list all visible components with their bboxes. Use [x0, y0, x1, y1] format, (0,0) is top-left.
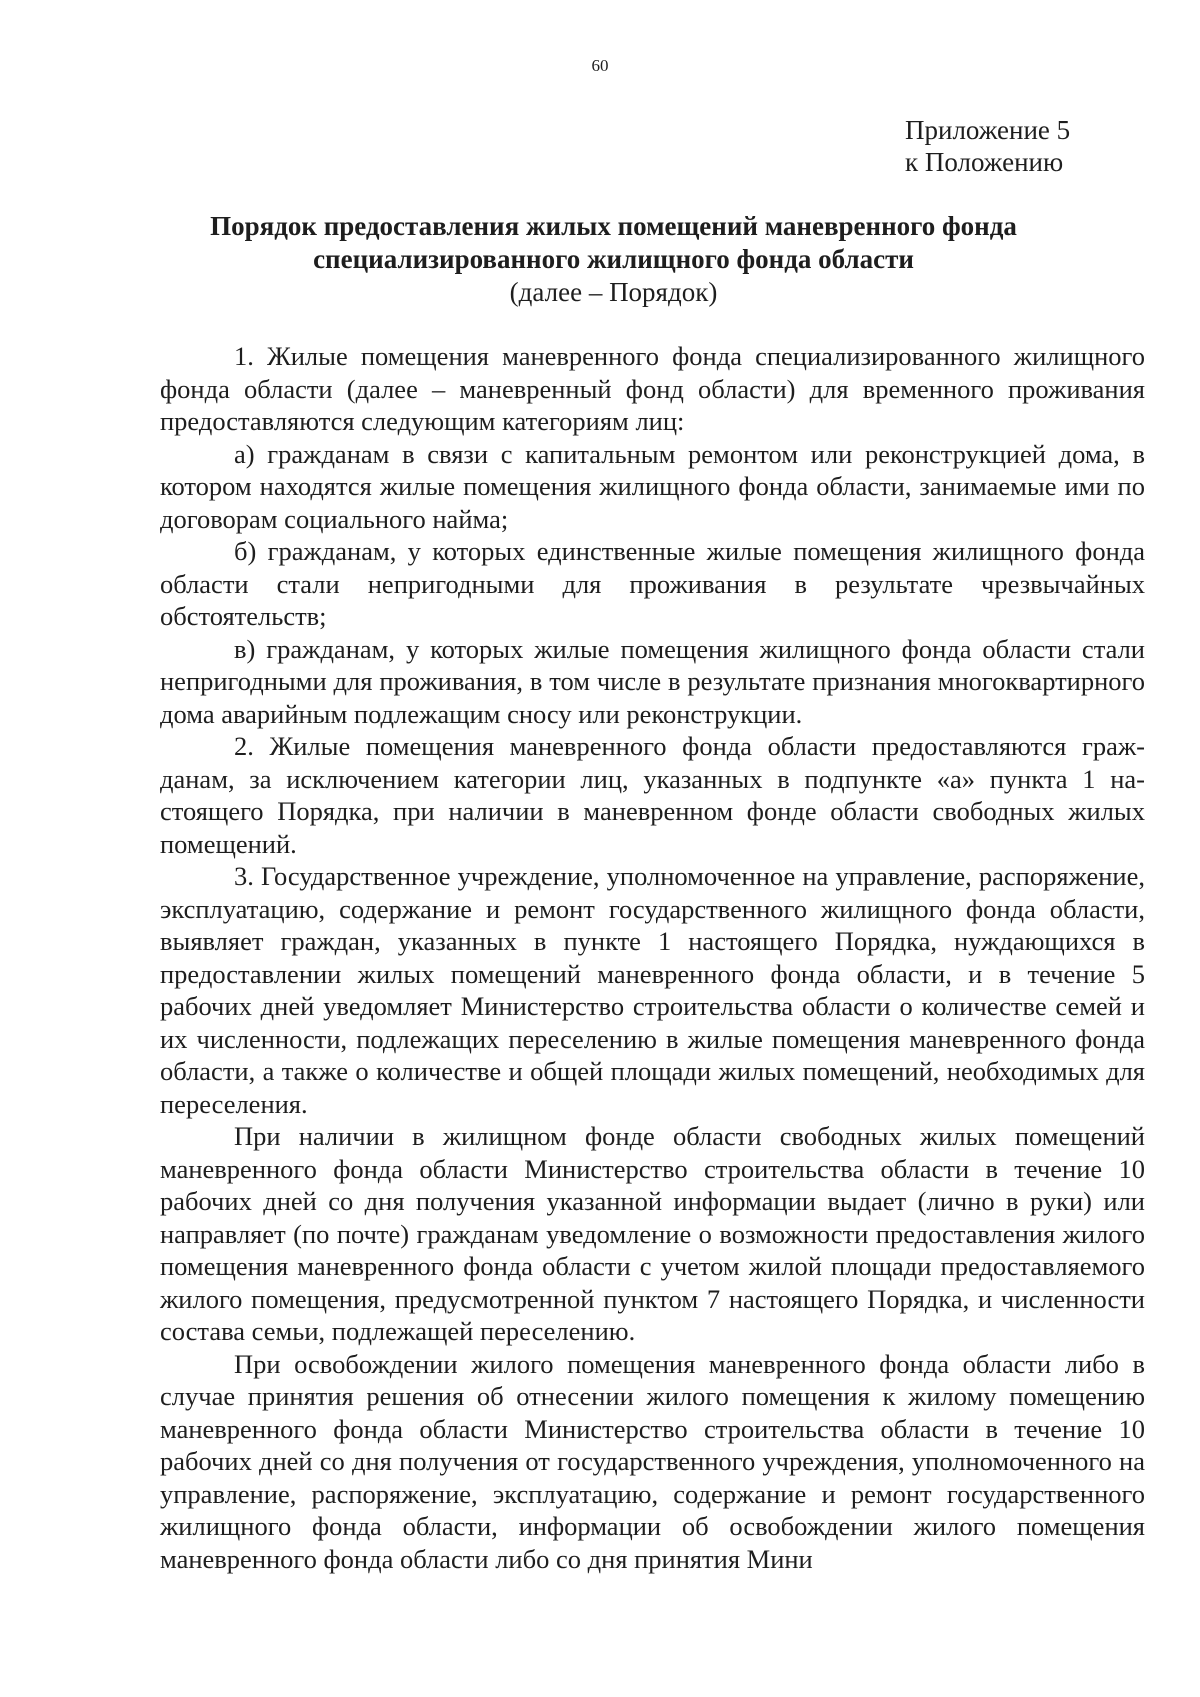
- paragraph-2: 2. Жилые помещения маневренного фонда области предоставляются гражданам, за исключением категории лиц, указанных в подпункте «а» пункта 1 настоящего Порядка, при наличии в маневренном фонде области свободных жилых помещений.: [160, 731, 1145, 859]
- page-number: 60: [591, 56, 609, 75]
- paragraph-1b: б) гражданам, у которых единственные жилые помещения жилищного фонда области стали непригодными для проживания в результате чрезвычайных обстоятельств;: [160, 536, 1145, 631]
- appendix-line-2: к Положению: [905, 147, 1064, 177]
- document-body: [160, 340, 1145, 1575]
- paragraph-3: 3. Государственное учреждение, уполномоченное на управление, распоряжение, эксплуатацию, содержание и ремонт государственного жилищного фонда области, выявляет граждан, указанных в пункте 1 настоящего Порядка, нуждающихся в предоставлении жилых помещений маневренного фонда области, и в течение 5 рабочих дней уведомляет Министерство строительства области о количестве семей и их численности, подлежащих переселению в жилые помещения маневренного фонда области, а также о количестве и общей площади жилых помещений, необходимых для переселения.: [160, 861, 1145, 1119]
- title-subline: (далее – Порядок): [509, 277, 718, 307]
- title-line-1: Порядок предоставления жилых помещений маневренного фонда: [210, 211, 1017, 241]
- appendix-header: [905, 114, 1070, 178]
- document-title: [160, 210, 1067, 309]
- paragraph-3-cont-1: При наличии в жилищном фонде области свободных жилых помещений маневренного фонда области Министерство строительства области в течение 10 рабочих дней со дня получения указанной информации выдает (лично в руки) или направляет (по почте) гражданам уведомление о возможности предоставления жилого помещения маневренного фонда области с учетом жилой площади предоставляемого жилого помещения, предусмотренной пунктом 7 настоящего Порядка, и численности состава семьи, подлежащей переселению.: [160, 1121, 1145, 1346]
- paragraph-3-cont-2: При освобождении жилого помещения маневренного фонда области либо в случае принятия решения об отнесении жилого помещения к жилому помещению маневренного фонда области Министерство строительства области в течение 10 рабочих дней со дня получения от государственного учреждения, уполномоченного на управление, распоряжение, эксплуатацию, содержание и ремонт государственного жилищного фонда области, информации об освобождении жилого помещения маневренного фонда области либо со дня принятия Мини: [160, 1348, 1145, 1574]
- appendix-line-1: Приложение 5: [905, 115, 1071, 145]
- paragraph-1c: в) гражданам, у которых жилые помещения жилищного фонда области стали непригодными для проживания, в том числе в результате признания многоквартирного дома аварийным подлежащим сносу или реконструкции.: [160, 633, 1145, 729]
- title-line-2: специализированного жилищного фонда области: [313, 244, 914, 274]
- paragraph-1: 1. Жилые помещения маневренного фонда специализированного жилищного фонда области (далее – маневренный фонд области) для временного проживания предоставляются следующим категориям лиц:: [160, 341, 1145, 436]
- paragraph-1a: а) гражданам в связи с капитальным ремонтом или реконструкцией дома, в котором находятся жилые помещения жилищного фонда области, занимаемые ими по договорам социального найма;: [160, 438, 1145, 534]
